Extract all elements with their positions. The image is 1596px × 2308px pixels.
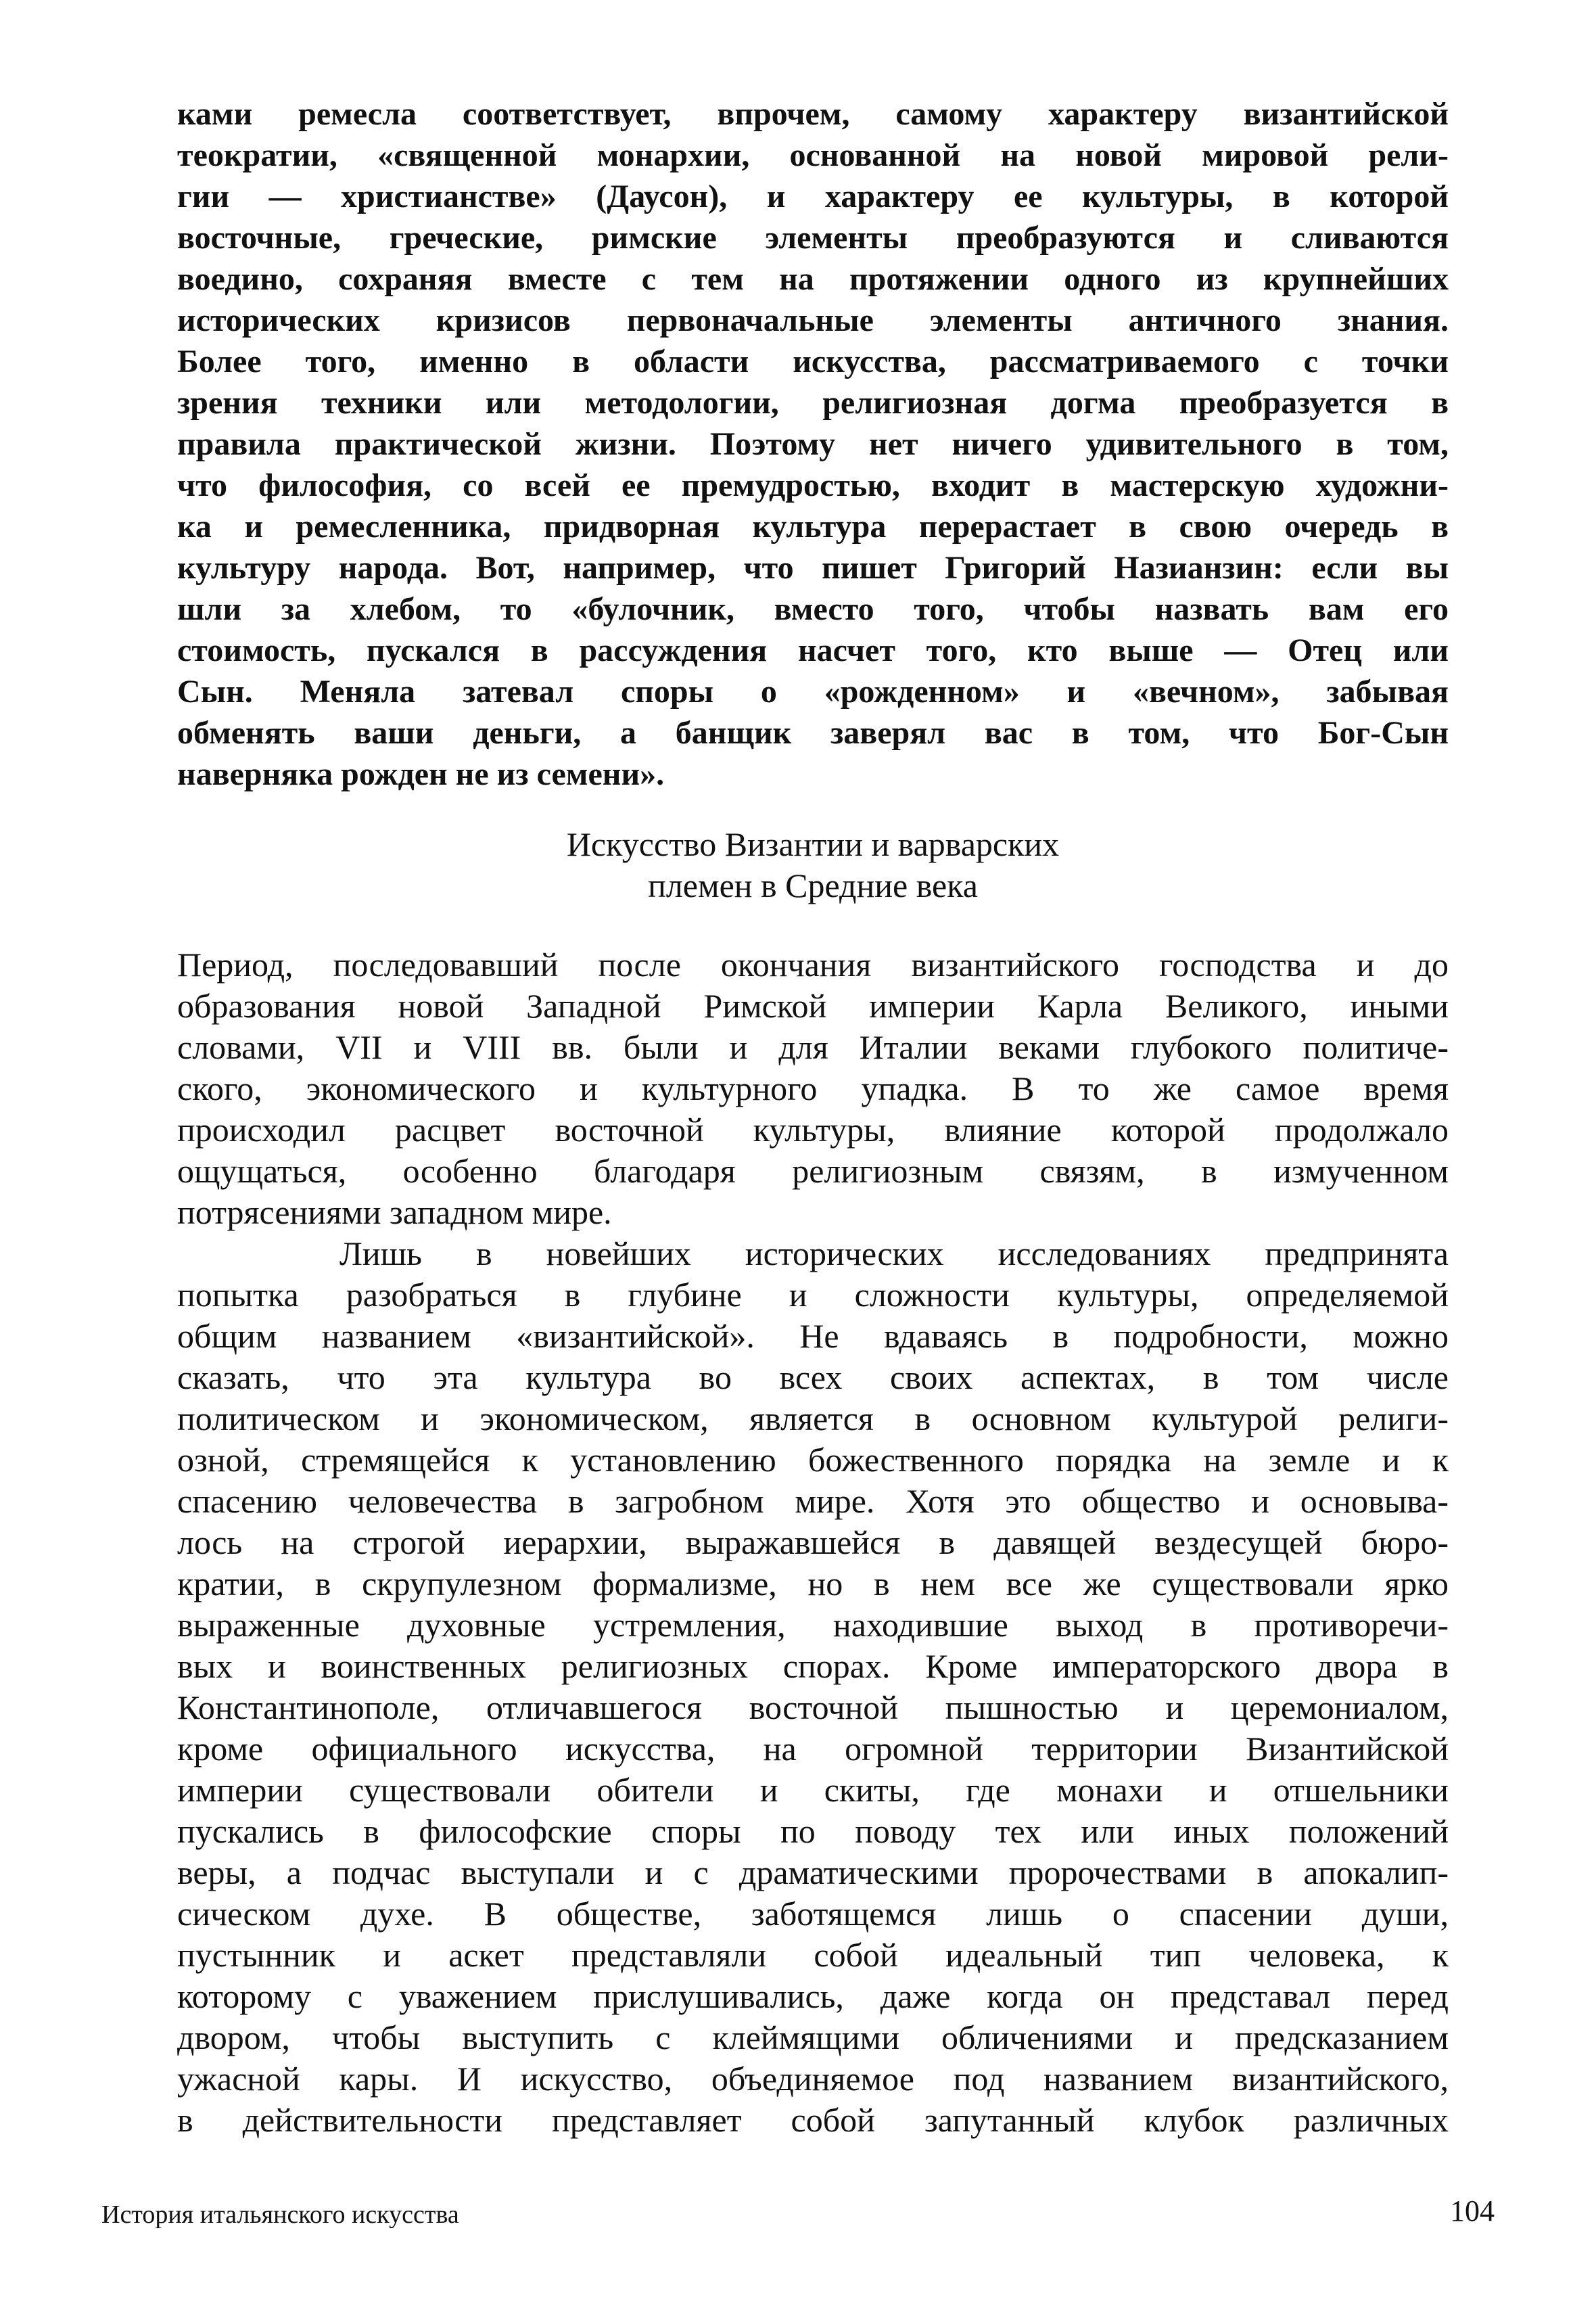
text-line: Период, последовавший после окончания византийского господства и до bbox=[177, 946, 1449, 984]
text-line: сказать, что эта культура во всех своих аспектах, в том числе bbox=[177, 1358, 1449, 1396]
body-text bbox=[177, 944, 1449, 2141]
text-line: обменять ваши деньги, а банщик заверял вас в том, что Бог-Сын bbox=[177, 715, 1449, 751]
text-line: выраженные духовные устремления, находившие выход в противоречи- bbox=[177, 1606, 1449, 1644]
text-line: восточные, греческие, римские элементы преобразуются и сливаются bbox=[177, 220, 1449, 256]
text-line: стоимость, пускался в рассуждения насчет того, кто выше — Отец или bbox=[177, 632, 1449, 668]
text-line: культуру народа. Вот, например, что пишет Григорий Назианзин: если вы bbox=[177, 550, 1449, 586]
page-number: 104 bbox=[1450, 2194, 1495, 2228]
text-line: образования новой Западной Римской империи Карла Великого, иными bbox=[177, 987, 1449, 1025]
text-line: наверняка рожден не из семени». bbox=[177, 756, 665, 792]
text-line: которому с уважением прислушивались, даже когда он представал перед bbox=[177, 1977, 1449, 2015]
text-line: ка и ремесленника, придворная культура перерастает в свою очередь в bbox=[177, 509, 1449, 545]
text-line: кратии, в скрупулезном формализме, но в нем все же существовали ярко bbox=[177, 1565, 1449, 1602]
text-line: ками ремесла соответствует, впрочем, самому характеру византийской bbox=[177, 96, 1449, 132]
text-line: лось на строгой иерархии, выражавшейся в давящей вездесущей бюро- bbox=[177, 1523, 1449, 1561]
text-line: правила практической жизни. Поэтому нет ничего удивительного в том, bbox=[177, 426, 1449, 462]
text-line: политическом и экономическом, является в основном культурой религи- bbox=[177, 1400, 1449, 1437]
text-line: Лишь в новейших исторических исследованиях предпринята bbox=[339, 1234, 1449, 1272]
text-line: озной, стремящейся к установлению божественного порядка на земле и к bbox=[177, 1441, 1449, 1479]
text-line: двором, чтобы выступить с клеймящими обличениями и предсказанием bbox=[177, 2018, 1449, 2056]
heading-line: Искусство Византии и варварских bbox=[566, 825, 1060, 863]
footer-book-title: История итальянского искусства bbox=[101, 2200, 459, 2229]
text-line: что философия, со всей ее премудростью, входит в мастерскую художни- bbox=[177, 467, 1449, 503]
text-line: Более того, именно в области искусства, рассматриваемого с точки bbox=[177, 344, 1449, 379]
text-line: Константинополе, отличавшегося восточной пышностью и церемониалом, bbox=[177, 1688, 1449, 1726]
text-line: воедино, сохраняя вместе с тем на протяжении одного из крупнейших bbox=[177, 261, 1449, 297]
text-line: империи существовали обители и скиты, где монахи и отшельники bbox=[177, 1771, 1449, 1809]
text-line: пускались в философские споры по поводу тех или иных положений bbox=[177, 1812, 1449, 1850]
text-line: сическом духе. В обществе, заботящемся лишь о спасении души, bbox=[177, 1895, 1449, 1933]
text-line: потрясениями западном мире. bbox=[177, 1193, 612, 1231]
text-line: гии — христианстве» (Даусон), и характеру ее культуры, в которой bbox=[177, 179, 1449, 214]
text-line: пустынник и аскет представляли собой идеальный тип человека, к bbox=[177, 1936, 1449, 1974]
text-line: веры, а подчас выступали и с драматическими пророчествами в апокалип- bbox=[177, 1853, 1449, 1891]
text-line: спасению человечества в загробном мире. Хотя это общество и основыва- bbox=[177, 1482, 1449, 1520]
text-line: словами, VII и VIII вв. были и для Италии веками глубокого политиче- bbox=[177, 1028, 1449, 1066]
text-line: Сын. Меняла затевал споры о «рожденном» и «вечном», забывая bbox=[177, 674, 1449, 710]
text-line: исторических кризисов первоначальные элементы античного знания. bbox=[177, 302, 1449, 338]
top-paragraph bbox=[177, 93, 1449, 795]
text-line: происходил расцвет восточной культуры, влияние которой продолжало bbox=[177, 1111, 1449, 1149]
text-line: в действительности представляет собой запутанный клубок различных bbox=[177, 2101, 1449, 2139]
text-line: вых и воинственных религиозных спорах. Кроме императорского двора в bbox=[177, 1647, 1449, 1685]
text-line: кроме официального искусства, на огромной территории Византийской bbox=[177, 1730, 1449, 1768]
text-line: зрения техники или методологии, религиозная догма преобразуется в bbox=[177, 385, 1449, 421]
text-line: ощущаться, особенно благодаря религиозным связям, в измученном bbox=[177, 1152, 1449, 1190]
text-line: ужасной кары. И искусство, объединяемое под названием византийского, bbox=[177, 2060, 1449, 2098]
text-line: шли за хлебом, то «булочник, вместо того, чтобы назвать вам его bbox=[177, 591, 1449, 627]
text-line: общим названием «византийской». Не вдаваясь в подробности, можно bbox=[177, 1317, 1449, 1355]
text-line: попытка разобраться в глубине и сложности культуры, определяемой bbox=[177, 1276, 1449, 1314]
heading-line: племен в Средние века bbox=[648, 867, 978, 904]
section-heading bbox=[177, 824, 1449, 906]
text-line: теократии, «священной монархии, основанной на новой мировой рели- bbox=[177, 137, 1449, 173]
text-line: ского, экономического и культурного упадка. В то же самое время bbox=[177, 1069, 1449, 1107]
